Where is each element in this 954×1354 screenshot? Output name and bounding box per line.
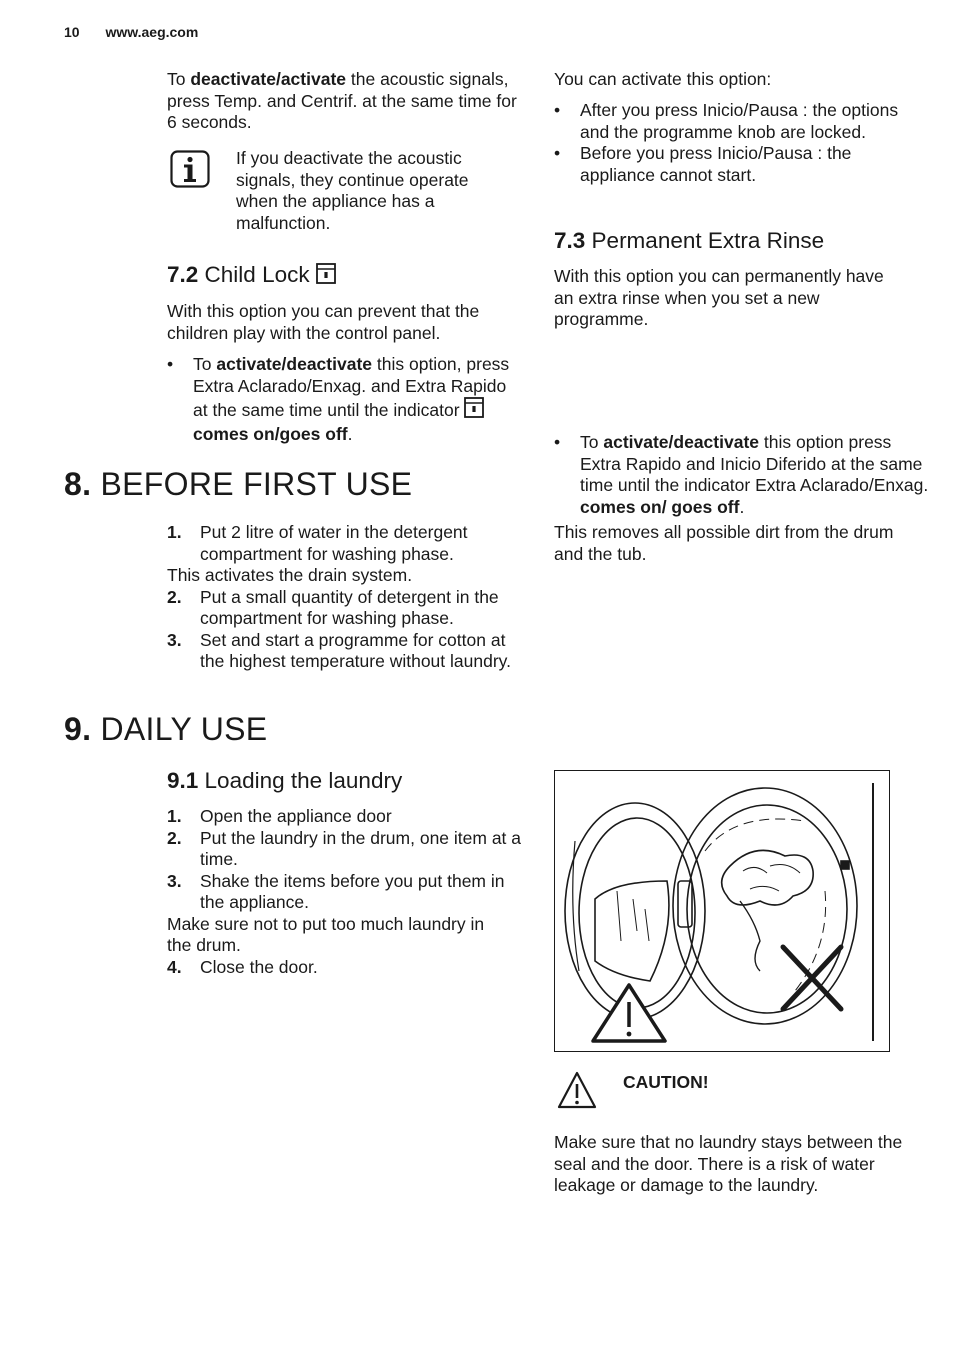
- caution-text: Make sure that no laundry stays between the seal and the door. There is a risk of water leakage or damage to the laundry.: [554, 1132, 903, 1195]
- section-7-3-desc: With this option you can permanently have an extra rinse when you set a new programme.: [554, 266, 884, 329]
- step-note: This activates the drain system.: [167, 565, 413, 585]
- step-note: Make sure not to put too much laundry in the drum.: [167, 913, 485, 955]
- list-item: 2. Put the laundry in the drum, one item at a time.: [167, 827, 522, 869]
- list-item: 1. Put 2 litre of water in the detergent compartment for washing phase.: [167, 522, 468, 564]
- section-9-1-heading: 9.1 Loading the laundry: [167, 768, 403, 793]
- caution-label: CAUTION!: [623, 1072, 709, 1092]
- option-bullets: [554, 100, 914, 186]
- list-item: 4. Close the door.: [167, 956, 318, 977]
- page-header: [64, 24, 198, 40]
- section-9-heading: 9. DAILY USE: [64, 711, 268, 747]
- list-item: • Before you press Inicio/Pausa : the appliance cannot start.: [554, 143, 852, 185]
- caution-icon: [556, 1070, 598, 1115]
- page-number: 10: [64, 24, 80, 40]
- section-7-3-bullet: • To activate/deactivate this option press Extra Rapido and Inicio Diferido at the same time until the indicator Extra Aclarado/Enxag. comes on/ goes off.: [554, 432, 929, 517]
- section-8-heading: 8. BEFORE FIRST USE: [64, 466, 413, 502]
- section-8-steps: [167, 522, 527, 673]
- section-7-3-heading: 7.3 Permanent Extra Rinse: [554, 228, 825, 253]
- child-lock-icon: [316, 263, 336, 290]
- acoustic-intro: To deactivate/activate the acoustic signals, press Temp. and Centrif. at the same time for 6 seconds.: [167, 69, 517, 132]
- list-item: 3. Set and start a programme for cotton at the highest temperature without laundry.: [167, 629, 511, 671]
- section-7-2-desc: With this option you can prevent that the children play with the control panel.: [167, 301, 480, 343]
- info-icon: [170, 150, 210, 193]
- section-8-right-text: This removes all possible dirt from the drum and the tub.: [554, 522, 894, 564]
- option-intro: You can activate this option:: [554, 69, 772, 89]
- site-url: www.aeg.com: [105, 24, 199, 40]
- child-lock-indicator-icon: [464, 397, 484, 424]
- washing-machine-illustration: [554, 770, 890, 1052]
- list-item: 3. Shake the items before you put them in the appliance.: [167, 870, 505, 912]
- section-7-2-heading: 7.2 Child Lock: [167, 262, 336, 290]
- section-7-2-bullet: • To activate/deactivate this option, press Extra Aclarado/Enxag. and Extra Rapido at the same time until the indicator comes on/goes off.: [167, 354, 510, 444]
- list-item: 1. Open the appliance door: [167, 806, 392, 826]
- section-9-1-steps: [167, 806, 527, 978]
- info-note: If you deactivate the acoustic signals, they continue operate when the appliance has a malfunction.: [236, 148, 469, 233]
- list-item: • After you press Inicio/Pausa : the options and the programme knob are locked.: [554, 100, 899, 142]
- list-item: 2. Put a small quantity of detergent in the compartment for washing phase.: [167, 586, 499, 628]
- warning-triangle-icon: [593, 985, 665, 1041]
